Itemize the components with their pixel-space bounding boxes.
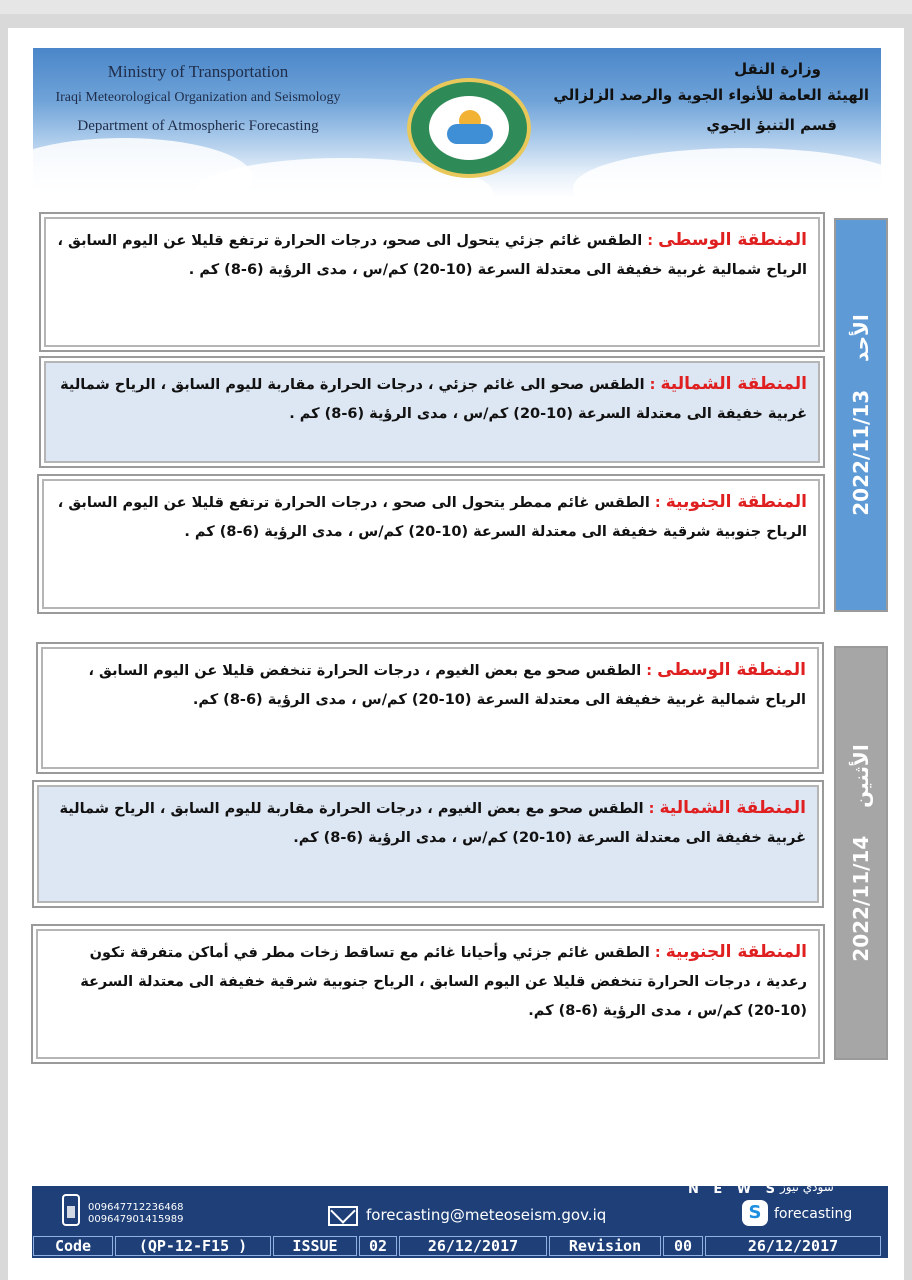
forecast-box-day1-central: المنطقة الوسطى : الطقس غائم جزئي يتحول الى صحو، درجات الحرارة ترتفع قليلا عن اليوم السابق ، الرياح شمالية غربية خفيفة الى معتدلة السرعة (10-20) كم/س ، مدى الرؤية (6-8) كم .: [39, 212, 825, 352]
ministry-name-ar: وزارة النقل: [734, 60, 821, 78]
forecast-text: الطقس غائم ممطر يتحول الى صحو ، درجات الحرارة ترتفع قليلا عن اليوم السابق ، الرياح جنوبية شرقية خفيفة الى معتدلة السرعة (10-20) كم/س ، مدى الرؤية (6-8) كم .: [57, 495, 807, 540]
revision-date: 26/12/2017: [705, 1236, 881, 1256]
forecast-box-day1-south: المنطقة الجنوبية : الطقس غائم ممطر يتحول الى صحو ، درجات الحرارة ترتفع قليلا عن اليوم السابق ، الرياح جنوبية شرقية خفيفة الى معتدلة السرعة (10-20) كم/س ، مدى الرؤية (6-8) كم .: [37, 474, 825, 614]
region-title: المنطقة الوسطى: [658, 230, 807, 250]
region-title: المنطقة الشمالية: [660, 374, 807, 394]
news-watermark: N E W S: [688, 1182, 781, 1197]
phone-number-2: 009647901415989: [88, 1214, 184, 1225]
header-banner: [33, 48, 881, 198]
phone-icon: [62, 1194, 80, 1226]
document-code-row: [32, 1234, 888, 1258]
date-label: 2022/11/13: [849, 389, 873, 516]
forecast-text: الطقس صحو مع بعض الغيوم ، درجات الحرارة مقاربة لليوم السابق ، الرياح شمالية غربية خفيفة الى معتدلة السرعة (10-20) كم/س ، مدى الرؤية (6-8) كم.: [59, 801, 806, 846]
forecast-text: الطقس صحو مع بعض الغيوم ، درجات الحرارة تنخفض قليلا عن اليوم السابق ، الرياح شمالية غربية خفيفة الى معتدلة السرعة (10-20) كم/س ، مدى الرؤية (6-8) كم.: [88, 663, 806, 708]
department-name-ar: قسم التنبؤ الجوي: [706, 116, 837, 134]
forecast-text: الطقس غائم جزئي يتحول الى صحو، درجات الحرارة ترتفع قليلا عن اليوم السابق ، الرياح شمالية غربية خفيفة الى معتدلة السرعة (10-20) كم/س ، مدى الرؤية (6-8) كم .: [57, 233, 807, 278]
code-label: Code: [33, 1236, 113, 1256]
forecast-box-day1-north: المنطقة الشمالية : الطقس صحو الى غائم جزئي ، درجات الحرارة مقاربة لليوم السابق ، الرياح شمالية غربية خفيفة الى معتدلة السرعة (10-20) كم/س ، مدى الرؤية (6-8) كم .: [39, 356, 825, 468]
region-title: المنطقة الجنوبية: [665, 942, 807, 962]
revision-number: 00: [663, 1236, 703, 1256]
forecast-text: الطقس غائم جزئي وأحيانا غائم مع تساقط زخات مطر في أماكن متفرقة تكون رعدية ، درجات الحرارة تنخفض قليلا عن اليوم السابق ، الرياح جنوبية شرقية خفيفة الى معتدلة السرعة (10-20) كم/س ، مدى الرؤية (6-8) كم.: [80, 945, 807, 1019]
department-name-en: Department of Atmospheric Forecasting: [77, 118, 319, 134]
phone-numbers: [88, 1202, 183, 1226]
weekday-label: الأحد: [849, 314, 873, 362]
skype-handle[interactable]: forecasting: [774, 1206, 853, 1222]
code-value: (QP-12-F15 ): [115, 1236, 271, 1256]
mail-icon: [328, 1206, 358, 1226]
cloud-shape: [573, 148, 881, 198]
revision-label: Revision: [549, 1236, 661, 1256]
forecast-box-day2-central: المنطقة الوسطى : الطقس صحو مع بعض الغيوم ، درجات الحرارة تنخفض قليلا عن اليوم السابق ، الرياح شمالية غربية خفيفة الى معتدلة السرعة (10-20) كم/س ، مدى الرؤية (6-8) كم.: [36, 642, 824, 774]
forecast-box-day2-north: المنطقة الشمالية : الطقس صحو مع بعض الغيوم ، درجات الحرارة مقاربة لليوم السابق ، الرياح شمالية غربية خفيفة الى معتدلة السرعة (10-20) كم/س ، مدى الرؤية (6-8) كم.: [32, 780, 824, 908]
footer-bar: [32, 1180, 888, 1258]
news-watermark-ar: سودي نيوز: [780, 1180, 834, 1194]
organization-name-en: Iraqi Meteorological Organization and Seismology: [55, 90, 341, 105]
issue-number: 02: [359, 1236, 397, 1256]
top-strip: [0, 0, 912, 14]
issue-label: ISSUE: [273, 1236, 357, 1256]
forecast-text: الطقس صحو الى غائم جزئي ، درجات الحرارة مقاربة لليوم السابق ، الرياح شمالية غربية خفيفة الى معتدلة السرعة (10-20) كم/س ، مدى الرؤية (6-8) كم .: [60, 377, 807, 422]
date-label: 2022/11/14: [849, 835, 873, 962]
issue-date: 26/12/2017: [399, 1236, 547, 1256]
organization-logo: [407, 78, 531, 178]
region-title: المنطقة الوسطى: [657, 660, 806, 680]
ministry-name-en: Ministry of Transportation: [107, 62, 289, 81]
organization-name-ar: الهيئة العامة للأنواء الجوية والرصد الزلزالي: [553, 86, 869, 104]
skype-icon: S: [742, 1200, 768, 1226]
region-title: المنطقة الجنوبية: [665, 492, 807, 512]
phone-number-1: 009647712236468: [88, 1202, 184, 1213]
weekday-label: الأثنين: [849, 744, 873, 808]
date-bar-day-2: [834, 646, 888, 1060]
email-link[interactable]: forecasting@meteoseism.gov.iq: [366, 1206, 607, 1224]
region-title: المنطقة الشمالية: [659, 798, 806, 818]
date-bar-day-1: [834, 218, 888, 612]
forecast-box-day2-south: المنطقة الجنوبية : الطقس غائم جزئي وأحيانا غائم مع تساقط زخات مطر في أماكن متفرقة تكون رعدية ، درجات الحرارة تنخفض قليلا عن اليوم السابق ، الرياح جنوبية شرقية خفيفة الى معتدلة السرعة (10-20) كم/س ، مدى الرؤية (6-8) كم.: [31, 924, 825, 1064]
